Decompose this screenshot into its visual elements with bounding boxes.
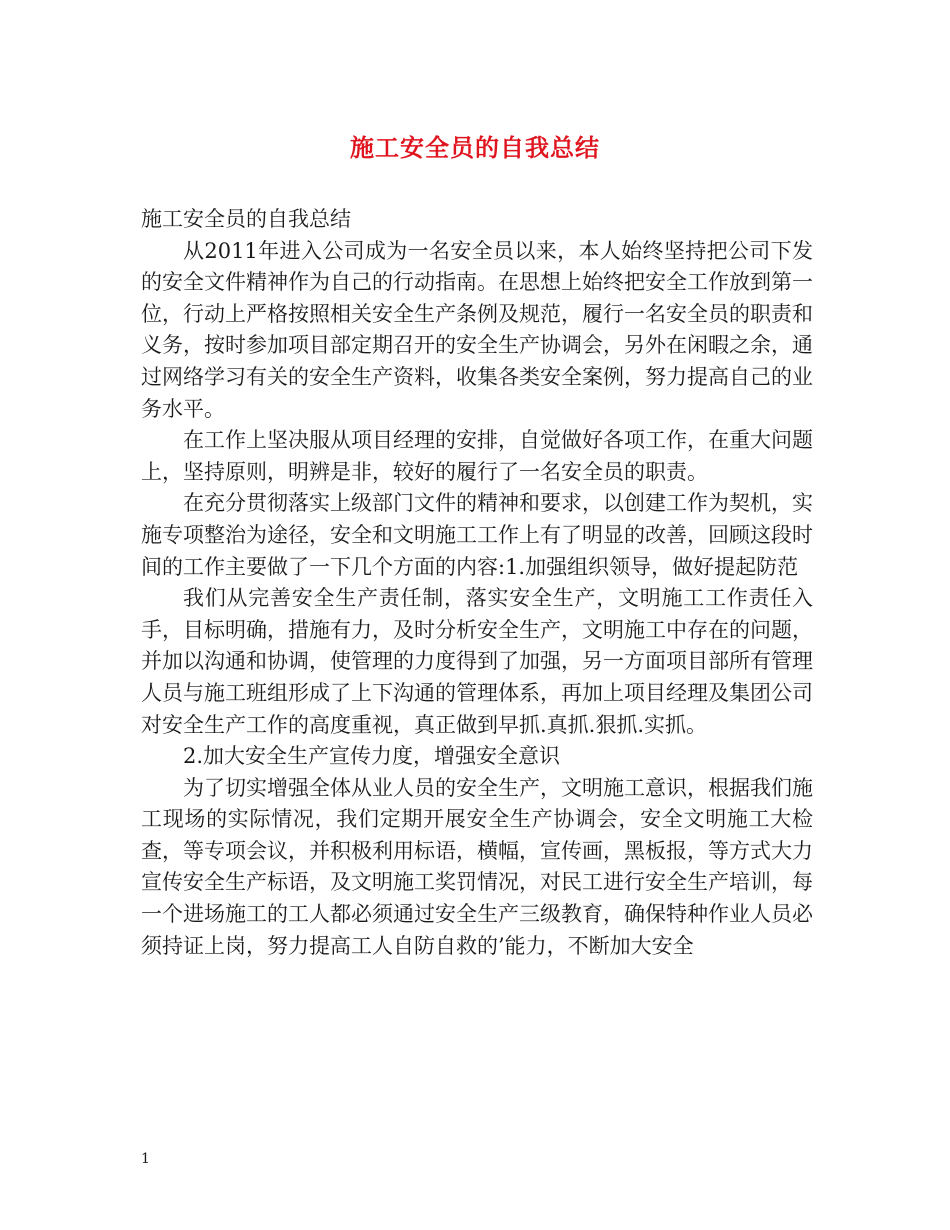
page-number: 1 (141, 1151, 150, 1167)
document-subtitle: 施工安全员的自我总结 (141, 207, 351, 231)
paragraph: 从2011年进入公司成为一名安全员以来，本人始终坚持把公司下发的安全文件精神作为自己的行动指南。在思想上始终把安全工作放到第一位，行动上严格按照相关安全生产条例及规范，履行一名安全员的职责和义务，按时参加项目部定期召开的安全生产协调会，另外在闲暇之余，通过网络学习有关的安全生产资料，收集各类安全案例，努力提高自己的业务水平。 (141, 238, 813, 421)
paragraph: 为了切实增强全体从业人员的安全生产，文明施工意识，根据我们施工现场的实际情况，我们定期开展安全生产协调会，安全文明施工大检查，等专项会议，并积极利用标语，横幅，宣传画，黑板报，等方式大力宣传安全生产标语，及文明施工奖罚情况，对民工进行安全生产培训，每一个进场施工的工人都必须通过安全生产三级教育，确保特种作业人员必须持证上岗，努力提高工人自防自救的’能力，不断加大安全 (141, 775, 813, 958)
document-title: 施工安全员的自我总结 (350, 133, 600, 162)
paragraph: 在充分贯彻落实上级部门文件的精神和要求，以创建工作为契机，实施专项整治为途径，安全和文明施工工作上有了明显的改善，回顾这段时间的工作主要做了一下几个方面的内容:1.加强组织领导，做好提起防范 (141, 491, 813, 579)
paragraph: 2.加大安全生产宣传力度，增强安全意识 (183, 744, 561, 769)
paragraph: 我们从完善安全生产责任制，落实安全生产，文明施工工作责任入手，目标明确，措施有力，及时分析安全生产，文明施工中存在的问题，并加以沟通和协调，使管理的力度得到了加强，另一方面项目部所有管理人员与施工班组形成了上下沟通的管理体系，再加上项目经理及集团公司对安全生产工作的高度重视，真正做到早抓.真抓.狠抓.实抓。 (141, 586, 813, 737)
paragraph: 在工作上坚决服从项目经理的安排，自觉做好各项工作，在重大问题上，坚持原则，明辨是非，较好的履行了一名安全员的职责。 (141, 428, 813, 484)
document-body (141, 204, 813, 962)
